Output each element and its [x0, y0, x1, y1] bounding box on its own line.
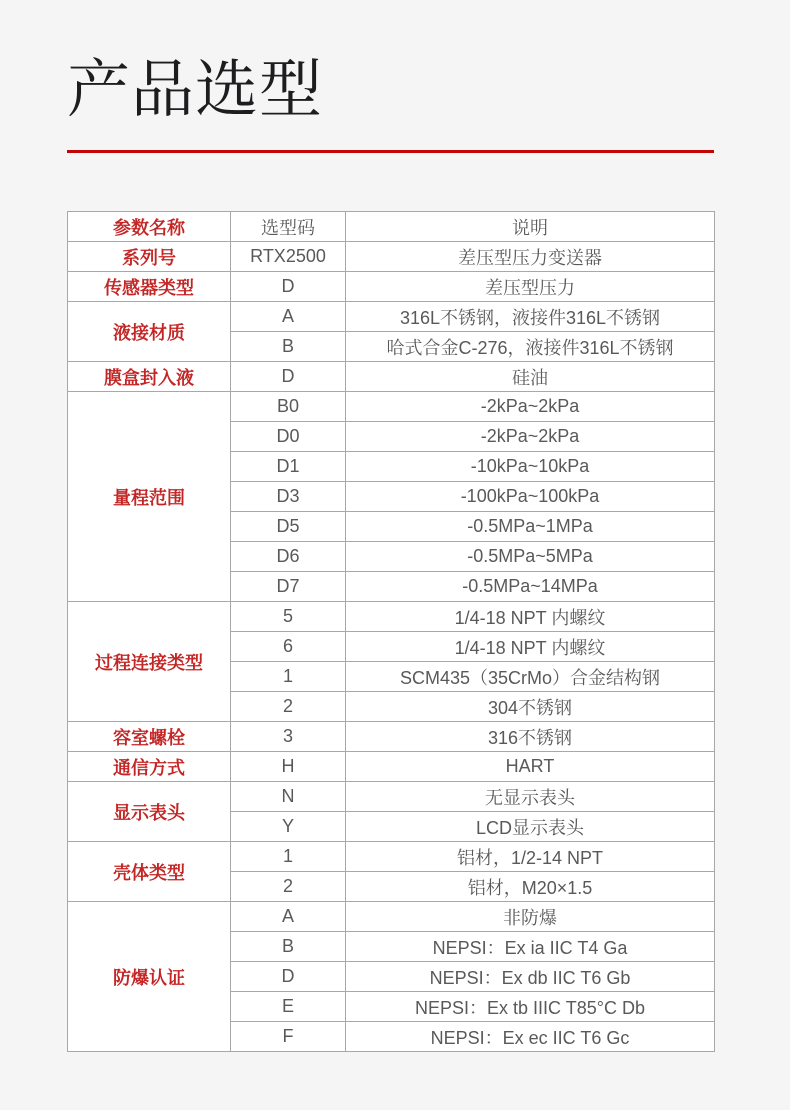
- table-row: [68, 362, 715, 392]
- code-cell: 1: [231, 662, 346, 692]
- table-row: [68, 242, 715, 272]
- description-cell: NEPSI：Ex ia IIC T4 Ga: [346, 932, 715, 962]
- header-param-name: 参数名称: [68, 212, 231, 242]
- description-cell: -2kPa~2kPa: [346, 422, 715, 452]
- param-name-cell: 通信方式: [68, 752, 231, 782]
- description-cell: -10kPa~10kPa: [346, 452, 715, 482]
- description-cell: 差压型压力: [346, 272, 715, 302]
- code-cell: 2: [231, 692, 346, 722]
- code-cell: E: [231, 992, 346, 1022]
- code-cell: D7: [231, 572, 346, 602]
- code-cell: A: [231, 902, 346, 932]
- description-cell: -0.5MPa~1MPa: [346, 512, 715, 542]
- description-cell: NEPSI：Ex db IIC T6 Gb: [346, 962, 715, 992]
- description-cell: NEPSI：Ex tb IIIC T85°C Db: [346, 992, 715, 1022]
- table-row: [68, 392, 715, 422]
- table-row: [68, 752, 715, 782]
- param-name-cell: 显示表头: [68, 782, 231, 842]
- description-cell: 无显示表头: [346, 782, 715, 812]
- param-name-cell: 膜盒封入液: [68, 362, 231, 392]
- title-divider: [67, 150, 714, 153]
- code-cell: A: [231, 302, 346, 332]
- code-cell: 1: [231, 842, 346, 872]
- description-cell: 铝材，1/2-14 NPT: [346, 842, 715, 872]
- description-cell: -100kPa~100kPa: [346, 482, 715, 512]
- code-cell: 3: [231, 722, 346, 752]
- code-cell: RTX2500: [231, 242, 346, 272]
- code-cell: D1: [231, 452, 346, 482]
- description-cell: LCD显示表头: [346, 812, 715, 842]
- description-cell: 非防爆: [346, 902, 715, 932]
- table-row: [68, 782, 715, 812]
- code-cell: 2: [231, 872, 346, 902]
- code-cell: 6: [231, 632, 346, 662]
- table-row: [68, 902, 715, 932]
- param-name-cell: 容室螺栓: [68, 722, 231, 752]
- param-name-cell: 过程连接类型: [68, 602, 231, 722]
- description-cell: NEPSI：Ex ec IIC T6 Gc: [346, 1022, 715, 1052]
- description-cell: -0.5MPa~5MPa: [346, 542, 715, 572]
- param-name-cell: 壳体类型: [68, 842, 231, 902]
- code-cell: D: [231, 362, 346, 392]
- code-cell: D6: [231, 542, 346, 572]
- code-cell: B: [231, 932, 346, 962]
- description-cell: 1/4-18 NPT 内螺纹: [346, 602, 715, 632]
- code-cell: B: [231, 332, 346, 362]
- param-name-cell: 系列号: [68, 242, 231, 272]
- table-row: [68, 602, 715, 632]
- description-cell: HART: [346, 752, 715, 782]
- code-cell: D: [231, 272, 346, 302]
- code-cell: F: [231, 1022, 346, 1052]
- header-code: 选型码: [231, 212, 346, 242]
- code-cell: N: [231, 782, 346, 812]
- param-name-cell: 量程范围: [68, 392, 231, 602]
- description-cell: 304不锈钢: [346, 692, 715, 722]
- param-name-cell: 液接材质: [68, 302, 231, 362]
- description-cell: 硅油: [346, 362, 715, 392]
- page-title: 产品选型: [67, 55, 323, 125]
- product-selection-table-wrap: [67, 211, 714, 1052]
- description-cell: 铝材，M20×1.5: [346, 872, 715, 902]
- code-cell: B0: [231, 392, 346, 422]
- param-name-cell: 传感器类型: [68, 272, 231, 302]
- code-cell: D0: [231, 422, 346, 452]
- code-cell: D5: [231, 512, 346, 542]
- description-cell: SCM435（35CrMo）合金结构钢: [346, 662, 715, 692]
- product-selection-table: [67, 211, 715, 1052]
- code-cell: Y: [231, 812, 346, 842]
- header-description: 说明: [346, 212, 715, 242]
- description-cell: -0.5MPa~14MPa: [346, 572, 715, 602]
- description-cell: 1/4-18 NPT 内螺纹: [346, 632, 715, 662]
- table-row: [68, 302, 715, 332]
- table-row: [68, 842, 715, 872]
- code-cell: 5: [231, 602, 346, 632]
- param-name-cell: 防爆认证: [68, 902, 231, 1052]
- table-header-row: [68, 212, 715, 242]
- description-cell: 316L不锈钢，液接件316L不锈钢: [346, 302, 715, 332]
- code-cell: H: [231, 752, 346, 782]
- code-cell: D3: [231, 482, 346, 512]
- description-cell: 差压型压力变送器: [346, 242, 715, 272]
- description-cell: 316不锈钢: [346, 722, 715, 752]
- table-row: [68, 722, 715, 752]
- code-cell: D: [231, 962, 346, 992]
- description-cell: -2kPa~2kPa: [346, 392, 715, 422]
- description-cell: 哈式合金C-276，液接件316L不锈钢: [346, 332, 715, 362]
- table-row: [68, 272, 715, 302]
